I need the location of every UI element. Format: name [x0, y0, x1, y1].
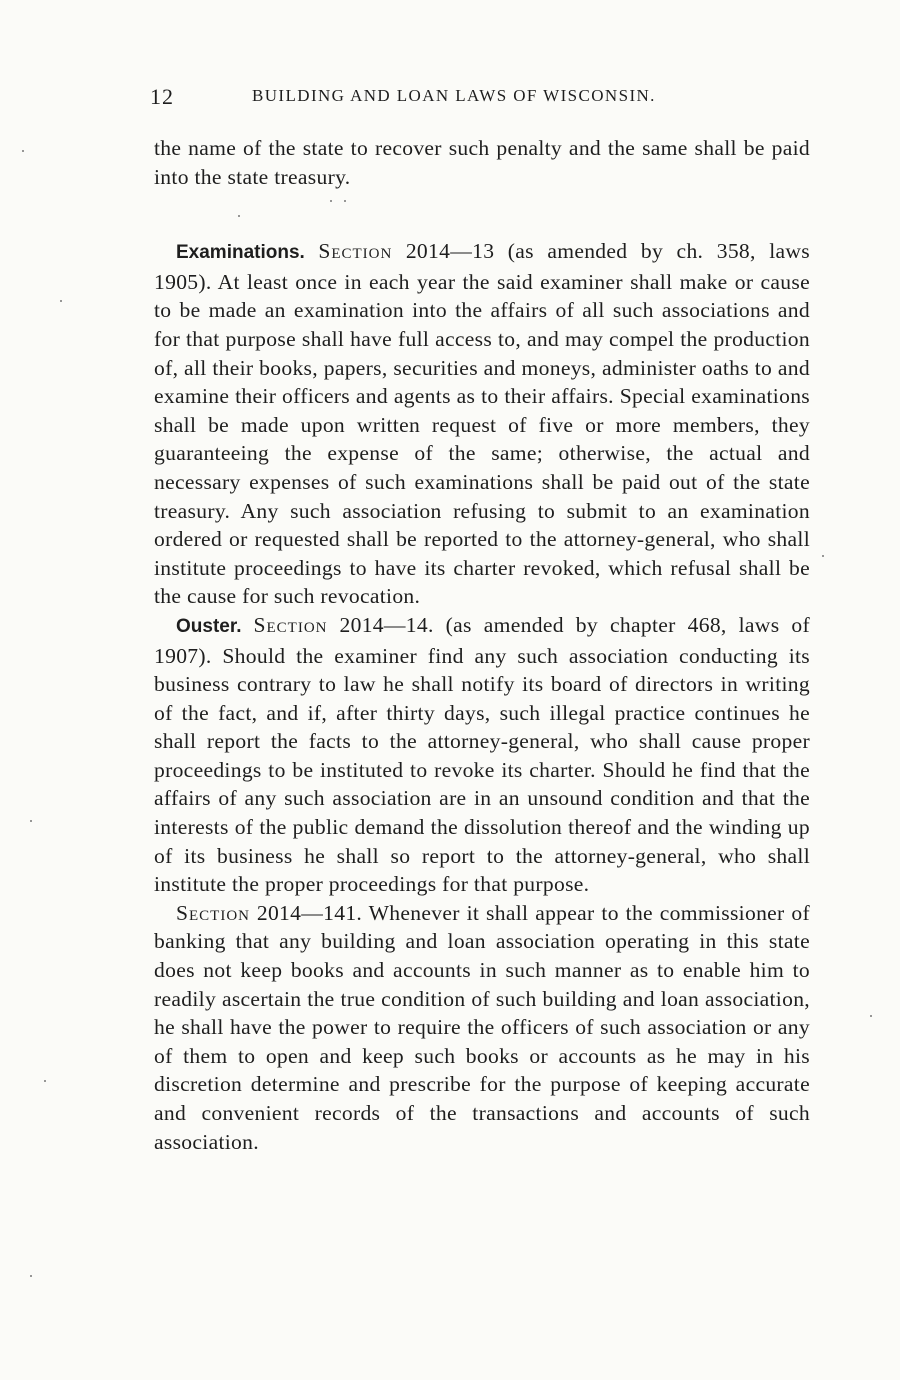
scan-speck	[238, 215, 240, 217]
running-head: BUILDING AND LOAN LAWS OF WISCONSIN.	[252, 86, 656, 105]
section-label: Section	[318, 239, 393, 264]
paragraph-ouster	[154, 611, 810, 899]
section-label: Section	[176, 900, 250, 925]
scan-speck	[44, 1080, 46, 1082]
section-heading-ouster: Ouster.	[176, 615, 242, 637]
paragraph-text: the name of the state to recover such penalty and the same shall be paid into the state treasury.	[154, 136, 810, 189]
scan-speck	[30, 1275, 32, 1277]
paragraph-text: 2014—13 (as amended by ch. 358, laws 1905). At least once in each year the said examiner shall make or cause to be made an examination into the affairs of all such associations and for that purpose shall have full access to, and may compel the production of, all their books, papers, securities and moneys, administer oaths to and examine their officers and agents as to their affairs. Special examinations shall be made upon written request of five or more members, they guaranteeing the expense of the same; otherwise, the actual and necessary expenses of such examinations shall be paid out of the state treasury. Any such association refusing to submit to an examination ordered or requested shall be reported to the attorney-general, who shall institute proceedings to have its charter revoked, which refusal shall be the cause for such revocation.	[154, 239, 810, 609]
paragraph-continuation	[154, 134, 810, 191]
scan-speck	[870, 1015, 872, 1017]
scan-speck	[330, 200, 332, 202]
section-label: Section	[253, 612, 328, 637]
section-heading-examinations: Examinations.	[176, 242, 305, 264]
paragraph-text: 2014—141. Whenever it shall appear to the commissioner of banking that any building and loan association operating in this state does not keep books and accounts in such manner as to enable him to readily ascertain the true condition of such building and loan association, he shall have the power to require the officers of such association or any of them to open and keep such books or accounts as he may in his discretion determine and prescribe for the purpose of keeping accurate and convenient records of the transactions and accounts of such association.	[154, 900, 810, 1154]
paragraph-text: 2014—14. (as amended by chapter 468, laws of 1907). Should the examiner find any such association conducting its business contrary to law he shall notify its board of directors in writing of the fact, and if, after thirty days, such illegal practice continues he shall report the facts to the attorney-general, who shall cause proper proceedings to be instituted to revoke its charter. Should he find that the affairs of any such association are in an unsound condition and that the interests of the public demand the dissolution thereof and the winding up of its business he shall so report to the attorney-general, who shall institute the proper proceedings for that purpose.	[154, 612, 810, 897]
paragraph-examinations	[154, 237, 810, 611]
scan-speck	[822, 555, 824, 557]
page-header	[150, 84, 810, 116]
scan-speck	[344, 200, 346, 202]
scan-speck	[60, 300, 62, 302]
scan-speck	[22, 150, 24, 152]
scan-speck	[30, 820, 32, 822]
page-number: 12	[150, 84, 174, 109]
body-text	[154, 134, 810, 1156]
paragraph-section-2014-141	[154, 899, 810, 1156]
